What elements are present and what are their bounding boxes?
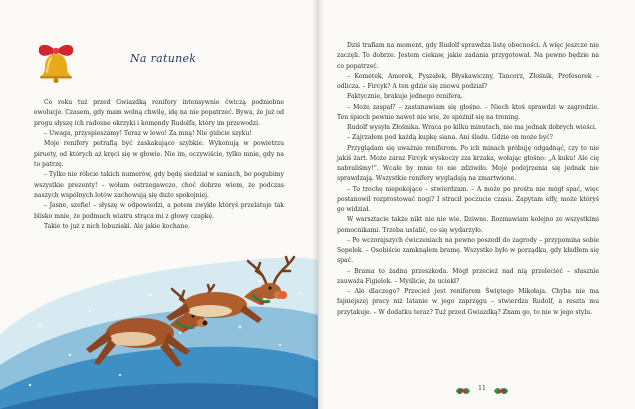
paragraph: – To trochę niepokojące – stwierdzam. – A może po prostu nie mógł spać, więc postanowił rozprostować nogi? I stracił poczucie czasu. Zapytam elfy, może któryś go widział. — [337, 185, 599, 213]
christmas-bell-icon — [33, 40, 79, 84]
paragraph: – Kometek, Amorek, Pyszałek, Błyskawiczny, Tancerz, Złośnik, Profesorek – odlicza. – Fircyk? A ten gdzie się znowu podział? — [337, 72, 599, 90]
paragraph: – Może zaspał? – zastanawiam się głośno. – Niech ktoś sprawdzi w zagrodzie. Ten śpioch pewnie nawet nie wie, że spóźnił się na trening. — [337, 103, 599, 121]
paragraph: – Uwaga, przyspieszamy! Teraz w lewo! Za mną! Nie gubcie szyku! — [44, 130, 252, 138]
paragraph: Moje renifery potrafią być zaskakująco szybkie. Wykonują w powietrzu piruety, od których aż kręci się w głowie. Nie im, oczywiście, tylko mnie, gdy na to patrzę. — [34, 140, 284, 169]
paragraph: Rudolf wysyła Złośnika. Wraca po kilku minutach, nie ma jednak dobrych wieści. — [347, 124, 597, 131]
paragraph: – Tylko nie róbcie takich numerów, gdy będę siedział w saniach, bo pogubimy wszystkie prezenty! – wołam ostrzegawczo, choć dobrze wiem, że podczas naszych wspólnych lotów zachowują się dużo spokojniej. — [34, 171, 284, 200]
flying-reindeer-illustration — [0, 215, 318, 409]
paragraph: – Zajrzałem pod każdą kupkę siana. Ani śladu. Gdzie on może być? — [347, 134, 553, 142]
book-gutter-shadow — [312, 0, 324, 409]
paragraph: – Jasne, szefie! – słyszę w odpowiedzi, a potem zwykle któryś przelatuje tak blisko mnie, że podmuch wiatru strąca mi z głowy czapkę. — [34, 202, 284, 220]
paragraph: W warsztacie także nikt nie nie wie. Dziwne. Rozmawiam kolejno ze wszystkimi pomocnikami. Trzeba ustalić, co się wydarzyło. — [337, 216, 599, 234]
paragraph: Takie to już z nich łobuziaki. Ale jakie kochane. — [44, 223, 190, 231]
right-page-text — [337, 41, 599, 318]
paragraph: – Ale dlaczego? Przecież jest reniferem Świętego Mikołaja. Chyba nie ma fajniejszej pracy niż latanie w jego zaprzęgu – stwierdza Rudolf, a reszta mu przytakuje. – W dodatku teraz? Tuż przed Gwiazdką? Znam go, to nie w jego stylu. — [337, 288, 599, 316]
paragraph: Co roku tuż przed Gwiazdką renifery intensywnie ćwiczą podniebne ewolucje. Czasem, gdy mam wolną chwilę, idę na nie popatrzeć. Bywa, że już od progu słyszę ich radosne okrzyki i komendy Rudolfa, który im przewodzi. — [34, 99, 284, 127]
holly-icon — [492, 385, 510, 397]
page-number-footer — [452, 383, 512, 399]
paragraph: Dziś trafiam na moment, gdy Rudolf sprawdza listę obecności. A więc jeszcze nie zaczęli. To dobrze. Jestem ciekaw, jakie zadania przygotował. Na pewno będzie na co popatrzeć. — [337, 42, 599, 70]
holly-icon — [454, 385, 472, 397]
page-number: 11 — [478, 385, 486, 392]
left-page-text — [34, 98, 284, 232]
paragraph: Faktycznie, brakuje jednego renifera. — [347, 93, 463, 101]
paragraph: – Po wczorajszych ćwiczeniach na pewno poszedł do zagrody – przypomina sobie Sopelek. – Osobiście zamknąłem bramę. Wszystko było w porządku, gdy kładłem się spać. — [337, 236, 599, 265]
chapter-title: Na ratunek — [130, 52, 197, 65]
paragraph: Przyglądam się uważnie reniferom. Po ich minach próbuję odgadnąć, czy to nie jakiś żart. Może zaraz Fircyk wyskoczy zza krzaka, wołając głośno: „A kuku! Ale cię nabraliśmy!”. Wcale by mnie to nie zdziwiło. Moje podejrzenia się jednak nie sprawdzają. Wszystkie renifery wyglądają na zmartwione. — [337, 144, 599, 183]
paragraph: – Brama to żadna przeszkoda. Mógł przecież nad nią przelecieć – słusznie zauważa Figielek. – Myślicie, że uciekł? — [337, 267, 599, 285]
